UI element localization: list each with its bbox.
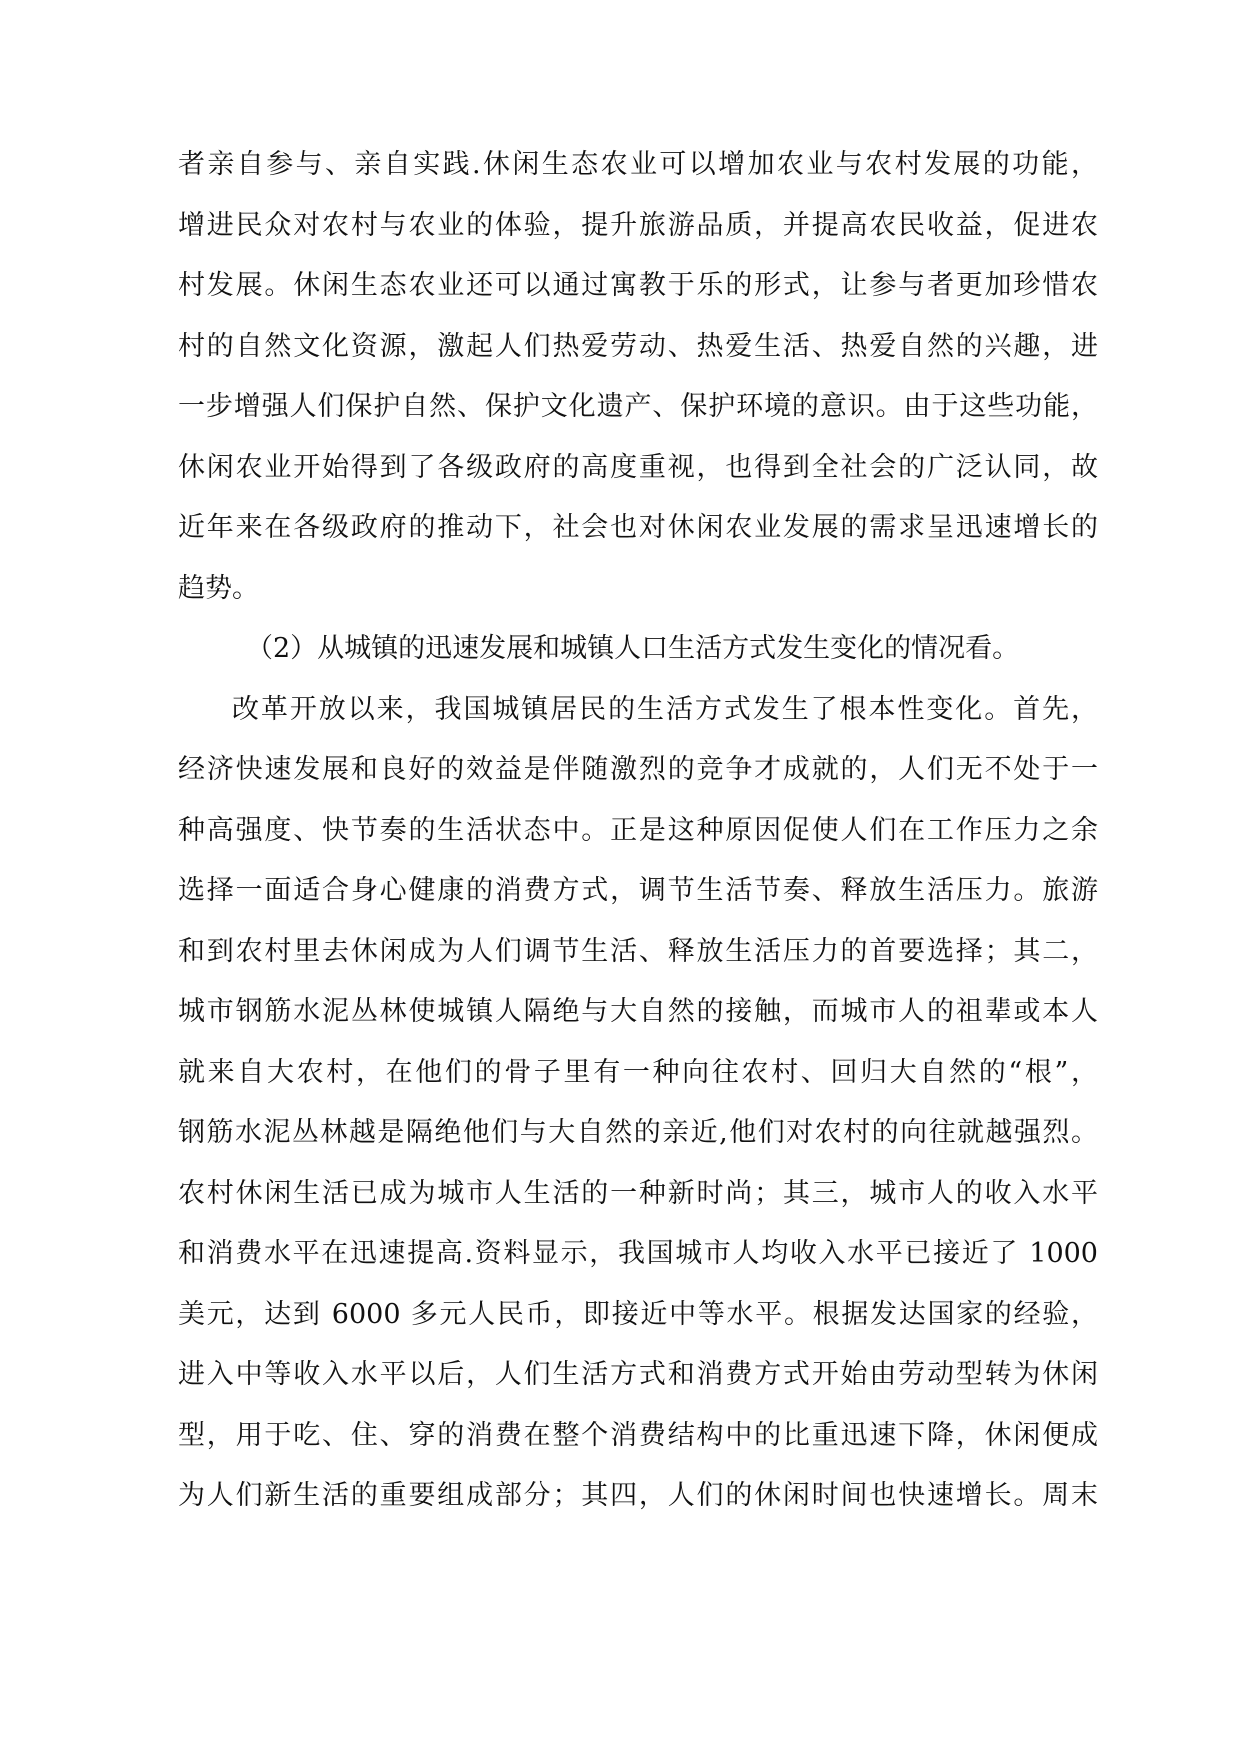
text-line: 一步增强人们保护自然、保护文化遗产、保护环境的意识。由于这些功能， <box>178 391 1098 422</box>
text-line: 进入中等收入水平以后，人们生活方式和消费方式开始由劳动型转为休闲 <box>178 1359 1098 1390</box>
text-line: 村发展。休闲生态农业还可以通过寓教于乐的形式，让参与者更加珍惜农 <box>178 270 1098 301</box>
text-line: 和消费水平在迅速提高.资料显示，我国城市人均收入水平已接近了 1000 <box>178 1238 1098 1269</box>
text-line: 型，用于吃、住、穿的消费在整个消费结构中的比重迅速下降，休闲便成 <box>178 1419 1098 1451</box>
text-line: 选择一面适合身心健康的消费方式，调节生活节奏、释放生活压力。旅游 <box>178 875 1098 906</box>
section-heading: （2）从城镇的迅速发展和城镇人口生活方式发生变化的情况看。 <box>246 633 1020 664</box>
text-line: 种高强度、快节奏的生活状态中。正是这种原因促使人们在工作压力之余 <box>178 814 1098 846</box>
text-line: 城市钢筋水泥丛林使城镇人隔绝与大自然的接触，而城市人的祖辈或本人 <box>178 996 1098 1027</box>
text-line: 近年来在各级政府的推动下，社会也对休闲农业发展的需求呈迅速增长的 <box>178 512 1098 543</box>
text-line: 钢筋水泥丛林越是隔绝他们与大自然的亲近,他们对农村的向往就越强烈。 <box>178 1117 1098 1148</box>
text-line: 就来自大农村，在他们的骨子里有一种向往农村、回归大自然的“根”， <box>178 1056 1098 1088</box>
text-line: 美元，达到 6000 多元人民币，即接近中等水平。根据发达国家的经验， <box>178 1298 1098 1330</box>
paragraph-first-line: 改革开放以来，我国城镇居民的生活方式发生了根本性变化。首先， <box>232 693 1098 725</box>
body-text <box>178 135 1098 1527</box>
text-line: 农村休闲生活已成为城市人生活的一种新时尚；其三，城市人的收入水平 <box>178 1177 1098 1209</box>
text-line: 休闲农业开始得到了各级政府的高度重视，也得到全社会的广泛认同，故 <box>178 451 1098 483</box>
text-line: 者亲自参与、亲自实践.休闲生态农业可以增加农业与农村发展的功能， <box>178 149 1098 180</box>
text-line: 和到农村里去休闲成为人们调节生活、释放生活压力的首要选择；其二， <box>178 935 1098 967</box>
text-line: 经济快速发展和良好的效益是伴随激烈的竞争才成就的，人们无不处于一 <box>178 754 1098 785</box>
text-line: 为人们新生活的重要组成部分；其四，人们的休闲时间也快速增长。周末 <box>178 1480 1098 1511</box>
text-line: 趋势。 <box>178 572 259 604</box>
text-line: 增进民众对农村与农业的体验，提升旅游品质，并提高农民收益，促进农 <box>178 209 1098 241</box>
text-line: 村的自然文化资源，激起人们热爱劳动、热爱生活、热爱自然的兴趣，进 <box>178 330 1098 362</box>
